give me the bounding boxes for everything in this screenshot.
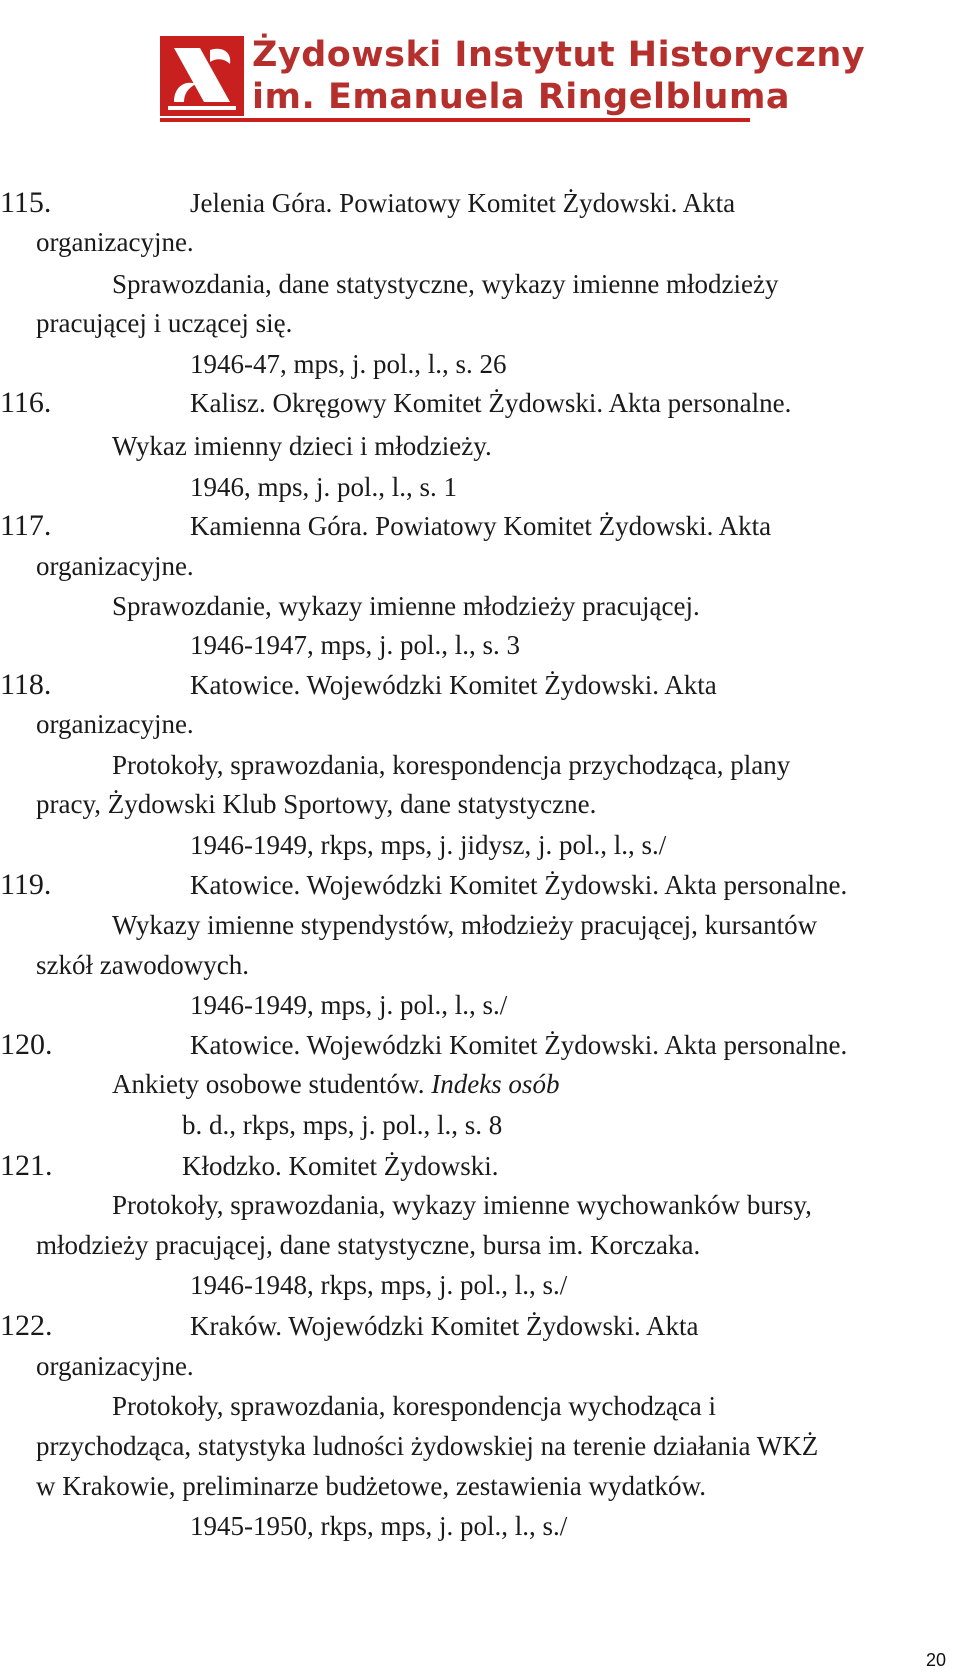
entry-number: 122.	[0, 1309, 53, 1342]
institute-name-line2: im. Emanuela Ringelbluma	[252, 77, 791, 117]
zih-logo-icon	[160, 36, 244, 116]
entry-description: Protokoły, sprawozdania, wykazy imienne wychowanków bursy,	[112, 1190, 812, 1220]
entry-description: młodzieży pracującej, dane statystyczne, bursa im. Korczaka.	[36, 1230, 701, 1260]
entry-description-text: Ankiety osobowe studentów.	[112, 1069, 425, 1099]
entry-title: Katowice. Wojewódzki Komitet Żydowski. Akta personalne.	[190, 870, 848, 900]
entry-meta: b. d., rkps, mps, j. pol., l., s. 8	[182, 1110, 503, 1140]
entry-description: Wykazy imienne stypendystów, młodzieży pracującej, kursantów	[112, 910, 818, 940]
institute-name	[252, 34, 866, 118]
entry-title-continuation: organizacyjne.	[36, 227, 194, 257]
entry-title: Jelenia Góra. Powiatowy Komitet Żydowski. Akta	[190, 188, 736, 218]
entry-description	[112, 1067, 559, 1101]
entry-meta: 1946-1949, rkps, mps, j. jidysz, j. pol., l., s./	[190, 830, 667, 860]
entry-title: Katowice. Wojewódzki Komitet Żydowski. Akta personalne.	[190, 1030, 848, 1060]
entry-title: Kraków. Wojewódzki Komitet Żydowski. Akta	[190, 1311, 699, 1341]
entry-number: 121.	[0, 1149, 53, 1182]
entry-title: Kamienna Góra. Powiatowy Komitet Żydowski. Akta	[190, 511, 772, 541]
entry-title: Katowice. Wojewódzki Komitet Żydowski. Akta	[190, 670, 717, 700]
page-number: 20	[925, 1650, 946, 1670]
entry-description: przychodząca, statystyka ludności żydowskiej na terenie działania WKŻ	[36, 1431, 819, 1461]
entry-meta: 1946-1947, mps, j. pol., l., s. 3	[190, 630, 521, 660]
entry-number: 117.	[0, 509, 52, 542]
entry-number: 115.	[0, 186, 52, 219]
entry-meta: 1946-47, mps, j. pol., l., s. 26	[190, 349, 507, 379]
entry-description: Sprawozdania, dane statystyczne, wykazy imienne młodzieży	[112, 269, 779, 299]
entry-title: Kłodzko. Komitet Żydowski.	[182, 1151, 499, 1181]
entry-index-note: Indeks osób	[431, 1069, 560, 1099]
entry-title: Kalisz. Okręgowy Komitet Żydowski. Akta personalne.	[190, 388, 792, 418]
entry-number: 120.	[0, 1028, 53, 1061]
entry-meta: 1945-1950, rkps, mps, j. pol., l., s./	[190, 1511, 568, 1541]
entry-meta: 1946-1948, rkps, mps, j. pol., l., s./	[190, 1270, 568, 1300]
entry-description: Protokoły, sprawozdania, korespondencja przychodząca, plany	[112, 750, 791, 780]
entry-description: szkół zawodowych.	[36, 950, 249, 980]
entry-description: Wykaz imienny dzieci i młodzieży.	[112, 431, 492, 461]
page-header	[0, 0, 960, 140]
entry-title-continuation: organizacyjne.	[36, 709, 194, 739]
entry-description: pracy, Żydowski Klub Sportowy, dane statystyczne.	[36, 789, 597, 819]
entry-description: Protokoły, sprawozdania, korespondencja wychodząca i	[112, 1391, 717, 1421]
entry-meta: 1946-1949, mps, j. pol., l., s./	[190, 990, 508, 1020]
entry-number: 118.	[0, 668, 52, 701]
entry-title-continuation: organizacyjne.	[36, 1351, 194, 1381]
entry-title-continuation: organizacyjne.	[36, 551, 194, 581]
entry-meta: 1946, mps, j. pol., l., s. 1	[190, 472, 458, 502]
entry-description: w Krakowie, preliminarze budżetowe, zestawienia wydatków.	[36, 1471, 706, 1501]
entry-description: pracującej i uczącej się.	[36, 308, 293, 338]
entry-number: 116.	[0, 386, 52, 419]
entry-description: Sprawozdanie, wykazy imienne młodzieży pracującej.	[112, 591, 700, 621]
entry-number: 119.	[0, 868, 52, 901]
institute-name-line1: Żydowski Instytut Historyczny	[252, 35, 866, 75]
header-divider	[160, 118, 750, 122]
